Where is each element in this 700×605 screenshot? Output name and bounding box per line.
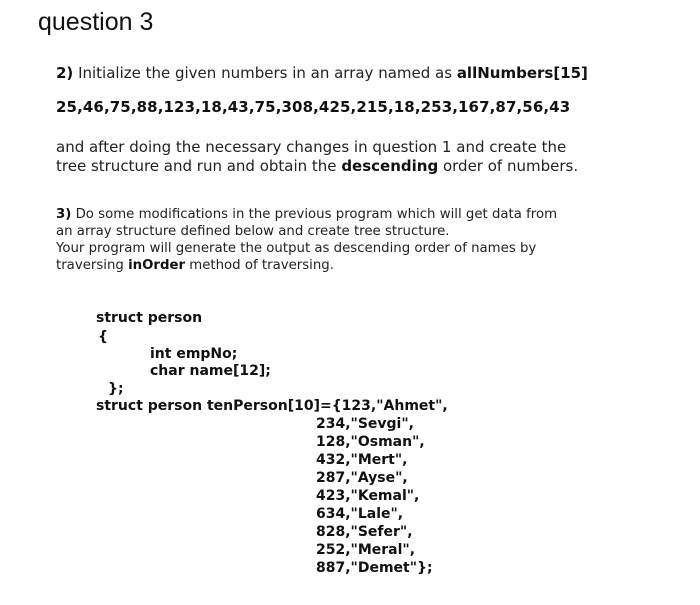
question-3-line-2: an array structure defined below and create tree structure. (56, 224, 450, 239)
array-entry: 887,"Demet"}; (316, 560, 433, 576)
array-entry: 252,"Meral", (316, 542, 416, 558)
array-entry: 828,"Sefer", (316, 524, 413, 540)
question-3-block (56, 206, 656, 274)
paragraph-line-1: and after doing the necessary changes in question 1 and create the (56, 138, 567, 156)
paragraph-line-2-end: order of numbers. (438, 157, 579, 175)
page-title: question 3 (38, 8, 154, 36)
array-declaration: struct person tenPerson[10]={123,"Ahmet", (96, 398, 448, 414)
array-entry: 423,"Kemal", (316, 488, 420, 504)
array-entry: 634,"Lale", (316, 506, 404, 522)
question-3-line-1 (56, 206, 656, 223)
array-entry: 287,"Ayse", (316, 470, 408, 486)
question-3-line-4-end: method of traversing. (185, 258, 334, 273)
paragraph-line-2 (56, 157, 656, 176)
question-2-number: 2) (56, 64, 74, 82)
paragraph-line-2-start: tree structure and run and obtain the (56, 157, 342, 175)
array-entry: 128,"Osman", (316, 434, 425, 450)
numbers-list: 25,46,75,88,123,18,43,75,308,425,215,18,253,167,87,56,43 (56, 98, 571, 116)
question-3-line-4 (56, 257, 656, 274)
question-3-line-1-text: Do some modifications in the previous program which will get data from (71, 207, 558, 222)
question-2-heading (56, 64, 588, 82)
close-brace: }; (108, 381, 124, 397)
question-2-text: Initialize the given numbers in an array named as (73, 64, 457, 82)
question-3-line-4-start: traversing (56, 258, 129, 273)
question-3-line-3: Your program will generate the output as descending order of names by (56, 241, 537, 256)
inorder-keyword: inOrder (128, 258, 186, 273)
field-name: char name[12]; (150, 363, 271, 379)
descending-keyword: descending (341, 157, 439, 175)
struct-declaration: struct person (96, 310, 203, 326)
array-entry: 432,"Mert", (316, 452, 408, 468)
open-brace: { (98, 329, 108, 345)
question-3-number: 3) (56, 207, 72, 222)
question-2-paragraph (56, 138, 656, 176)
array-name: allNumbers[15] (456, 64, 588, 82)
array-entry: 234,"Sevgi", (316, 416, 414, 432)
field-empno: int empNo; (150, 346, 238, 362)
